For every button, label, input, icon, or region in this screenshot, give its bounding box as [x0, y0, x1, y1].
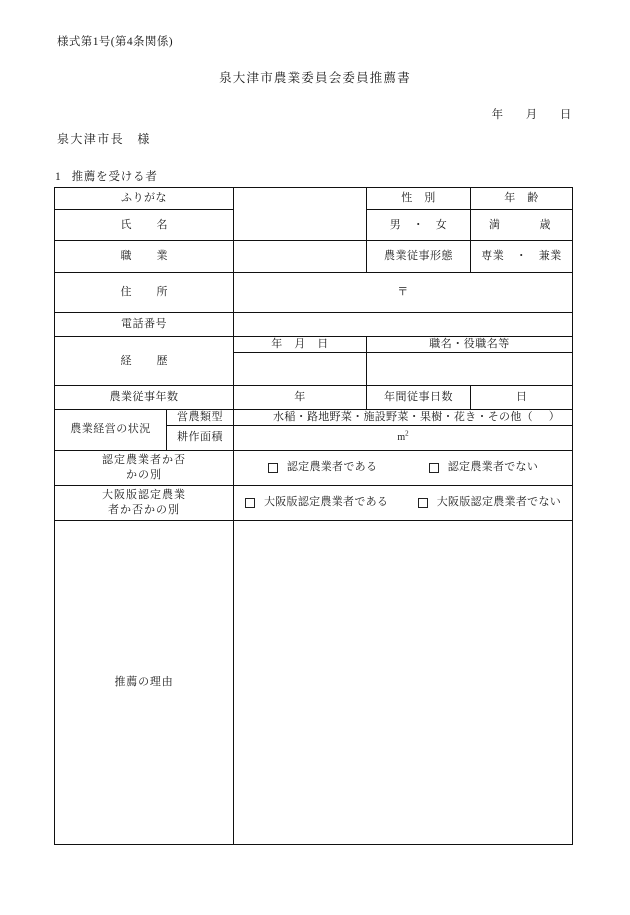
osaka-certified-farmer-label	[55, 485, 234, 520]
farming-type-options-cell[interactable]	[234, 409, 573, 425]
recommendation-form-table	[54, 187, 573, 845]
sex-label: 性 別	[367, 188, 471, 210]
career-post-value[interactable]	[367, 352, 573, 385]
career-label: 経 歴	[55, 337, 234, 386]
cultivated-area-unit: $m^2$	[397, 430, 409, 444]
occupation-label: 職 業	[55, 241, 234, 273]
postal-mark-icon: 〒	[397, 286, 409, 299]
osaka-certified-farmer-no-label: 大阪版認定農業者でない	[436, 496, 562, 509]
farm-days-label: 年間従事日数	[367, 385, 471, 409]
addressee: 泉大津市長 様	[57, 132, 151, 146]
date-month-label: 月	[525, 109, 538, 121]
form-number: 様式第1号(第4条関係)	[57, 36, 173, 48]
table-row-certified-farmer	[55, 450, 573, 485]
phone-value[interactable]	[234, 313, 573, 337]
reason-label: 推薦の理由	[55, 520, 234, 844]
section-number: 1	[55, 171, 62, 183]
farm-engagement-type-label: 農業従事形態	[367, 241, 471, 273]
osaka-certified-farmer-yes-option[interactable]	[245, 495, 388, 510]
table-row-address	[55, 273, 573, 313]
table-row-phone	[55, 313, 573, 337]
farming-type-paren-close: ）	[548, 410, 560, 423]
name-label: 氏 名	[55, 210, 234, 241]
farm-years-value[interactable]: 年	[234, 385, 367, 409]
farming-type-options: 水稲・路地野菜・施設野菜・果樹・花き・その他（	[273, 410, 533, 423]
section-title: 推薦を受ける者	[71, 171, 158, 183]
age-label: 年 齢	[471, 188, 573, 210]
table-row-occupation	[55, 241, 573, 273]
certified-farmer-yes-label: 認定農業者である	[286, 461, 378, 474]
osaka-certified-farmer-label-line1: 大阪版認定農業	[102, 488, 186, 501]
address-value-cell[interactable]	[234, 273, 573, 313]
age-prefix: 満	[489, 218, 500, 231]
certified-farmer-label-line2: かの別	[126, 468, 162, 481]
career-date-value[interactable]	[234, 352, 367, 385]
reason-value[interactable]	[234, 520, 573, 844]
section-heading	[55, 168, 158, 184]
address-label: 住 所	[55, 273, 234, 313]
date-day-label: 日	[559, 109, 572, 121]
table-row-reason	[55, 520, 573, 844]
farm-days-value[interactable]: 日	[471, 385, 573, 409]
certified-farmer-no-option[interactable]	[429, 460, 538, 475]
career-date-header: 年 月 日	[234, 337, 367, 353]
farm-engagement-type-options[interactable]: 専業 ・ 兼業	[471, 241, 573, 273]
cultivated-area-value-cell[interactable]	[234, 425, 573, 450]
management-status-label: 農業経営の状況	[55, 409, 167, 450]
occupation-value[interactable]	[234, 241, 367, 273]
table-row-furigana	[55, 188, 573, 210]
date-year-label: 年	[491, 109, 504, 121]
osaka-certified-farmer-options	[234, 485, 573, 520]
cultivated-area-label: 耕作面積	[167, 425, 234, 450]
checkbox-icon[interactable]	[418, 498, 428, 508]
checkbox-icon[interactable]	[268, 463, 278, 473]
age-value-cell[interactable]	[471, 210, 573, 241]
certified-farmer-options	[234, 450, 573, 485]
career-post-header: 職名・役職名等	[367, 337, 573, 353]
certified-farmer-label	[55, 450, 234, 485]
osaka-certified-farmer-yes-label: 大阪版認定農業者である	[263, 496, 389, 509]
farming-type-label: 営農類型	[167, 409, 234, 425]
date-line	[492, 106, 572, 122]
checkbox-icon[interactable]	[245, 498, 255, 508]
osaka-certified-farmer-no-option[interactable]	[418, 495, 561, 510]
phone-label: 電話番号	[55, 313, 234, 337]
table-row-osaka-certified-farmer	[55, 485, 573, 520]
certified-farmer-yes-option[interactable]	[268, 460, 377, 475]
certified-farmer-no-label: 認定農業者でない	[447, 461, 539, 474]
farm-years-label: 農業従事年数	[55, 385, 234, 409]
furigana-label: ふりがな	[55, 188, 234, 210]
checkbox-icon[interactable]	[429, 463, 439, 473]
table-row-farming-type	[55, 409, 573, 425]
table-row-career-header	[55, 337, 573, 353]
certified-farmer-label-line1: 認定農業者か否	[102, 453, 186, 466]
age-suffix: 歳	[539, 218, 551, 231]
table-row-farm-years	[55, 385, 573, 409]
sex-options[interactable]: 男 ・ 女	[367, 210, 471, 241]
osaka-certified-farmer-label-line2: 者か否かの別	[108, 503, 180, 516]
document-title: 泉大津市農業委員会委員推薦書	[219, 71, 411, 85]
furigana-name-value[interactable]	[234, 188, 367, 241]
